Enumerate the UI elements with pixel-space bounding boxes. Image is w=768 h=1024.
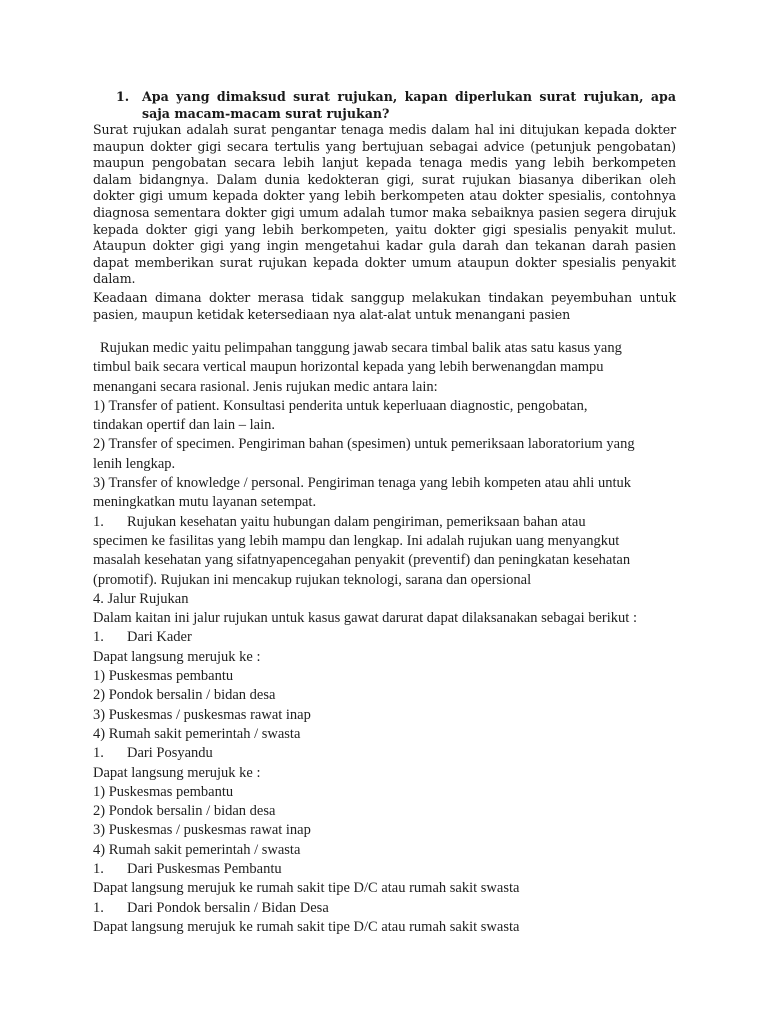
- text-line: Dapat langsung merujuk ke :: [93, 648, 261, 665]
- question-text: Apa yang dimaksud surat rujukan, kapan diperlukan surat rujukan, apa saja macam-macam surat rujukan?: [142, 89, 676, 121]
- list-number: 1.: [93, 513, 104, 530]
- text-line: Dapat langsung merujuk ke :: [93, 764, 261, 781]
- numbered-line: [93, 899, 683, 918]
- text-line: masalah kesehatan yang sifatnyapencegahan penyakit (preventif) dan peningkatan kesehatan: [93, 552, 631, 569]
- text-line: Dapat langsung merujuk ke rumah sakit tipe D/C atau rumah sakit swasta: [93, 918, 520, 935]
- question-number: 1.: [116, 89, 130, 104]
- text-line: 2) Transfer of specimen. Pengiriman bahan (spesimen) untuk pemeriksaan laboratorium yang: [93, 436, 635, 453]
- list-item: 1) Puskesmas pembantu: [93, 783, 234, 800]
- list-item: 1) Puskesmas pembantu: [93, 668, 234, 685]
- list-item: 3) Puskesmas / puskesmas rawat inap: [93, 706, 311, 723]
- text-line: Dalam kaitan ini jalur rujukan untuk kasus gawat darurat dapat dilaksanakan sebagai berikut :: [93, 610, 637, 627]
- list-text: Dari Puskesmas Pembantu: [127, 861, 282, 878]
- text-line: specimen ke fasilitas yang lebih mampu dan lengkap. Ini adalah rujukan uang menyangkut: [93, 532, 620, 549]
- numbered-line: [93, 744, 683, 763]
- question-heading: [116, 89, 676, 122]
- list-item: 4) Rumah sakit pemerintah / swasta: [93, 841, 301, 858]
- numbered-line: [93, 860, 683, 879]
- text-line: 1) Transfer of patient. Konsultasi penderita untuk keperluaan diagnostic, pengobatan,: [93, 397, 588, 414]
- list-text: Dari Kader: [127, 629, 192, 646]
- text-line: lenih lengkap.: [93, 455, 176, 472]
- answer-paragraph-when-needed: Keadaan dimana dokter merasa tidak sanggup melakukan tindakan peyembuhan untuk pasien, maupun ketidak ketersediaan nya alat-alat untuk menangani pasien: [93, 290, 676, 322]
- text-line: tindakan opertif dan lain – lain.: [93, 417, 276, 434]
- list-number: 1.: [93, 899, 104, 916]
- text-line: menangani secara rasional. Jenis rujukan medic antara lain:: [93, 378, 438, 395]
- answer-referral-types: [93, 339, 683, 937]
- numbered-line: [93, 628, 683, 647]
- text-line: Rujukan medic yaitu pelimpahan tanggung jawab secara timbal balik atas satu kasus yang: [100, 340, 622, 356]
- text-line: timbul baik secara vertical maupun horizontal kepada yang lebih berwenangdan mampu: [93, 359, 604, 376]
- list-text: Dari Posyandu: [127, 745, 213, 762]
- list-number: 1.: [93, 745, 104, 762]
- text-line: (promotif). Rujukan ini mencakup rujukan teknologi, sarana dan opersional: [93, 571, 532, 588]
- numbered-line: [93, 513, 683, 532]
- list-number: 1.: [93, 861, 104, 878]
- list-text: Rujukan kesehatan yaitu hubungan dalam pengiriman, pemeriksaan bahan atau: [127, 513, 586, 530]
- list-item: 2) Pondok bersalin / bidan desa: [93, 687, 276, 704]
- text-line: meningkatkan mutu layanan setempat.: [93, 494, 317, 511]
- list-item: 4) Rumah sakit pemerintah / swasta: [93, 725, 301, 742]
- list-number: 1.: [93, 629, 104, 646]
- text-line: 3) Transfer of knowledge / personal. Pengiriman tenaga yang lebih kompeten atau ahli untuk: [93, 475, 631, 492]
- section-heading: 4. Jalur Rujukan: [93, 590, 189, 607]
- list-text: Dari Pondok bersalin / Bidan Desa: [127, 899, 329, 916]
- answer-paragraph-definition: Surat rujukan adalah surat pengantar tenaga medis dalam hal ini ditujukan kepada dokter maupun dokter gigi secara tertulis yang bertujuan sebagai advice (petunjuk pengobatan) maupun pengobatan secara lebih lanjut kepada tenaga medis yang lebih berkompeten dalam bidangnya. Dalam dunia kedokteran gigi, surat rujukan biasanya diberikan oleh dokter gigi umum kepada dokter yang lebih berkompeten atau dokter spesialis, contohnya diagnosa sementara dokter gigi umum adalah tumor maka sebaiknya pasien segera dirujuk kepada dokter gigi yang lebih berkompeten, yaitu dokter gigi spesialis penyakit mulut. Ataupun dokter gigi yang ingin mengetahui kadar gula darah dan tekanan darah pasien dapat memberikan surat rujukan kepada dokter umum ataupun dokter spesialis penyakit dalam.: [93, 122, 676, 287]
- list-item: 2) Pondok bersalin / bidan desa: [93, 803, 276, 820]
- list-item: 3) Puskesmas / puskesmas rawat inap: [93, 822, 311, 839]
- text-line: Dapat langsung merujuk ke rumah sakit tipe D/C atau rumah sakit swasta: [93, 880, 520, 897]
